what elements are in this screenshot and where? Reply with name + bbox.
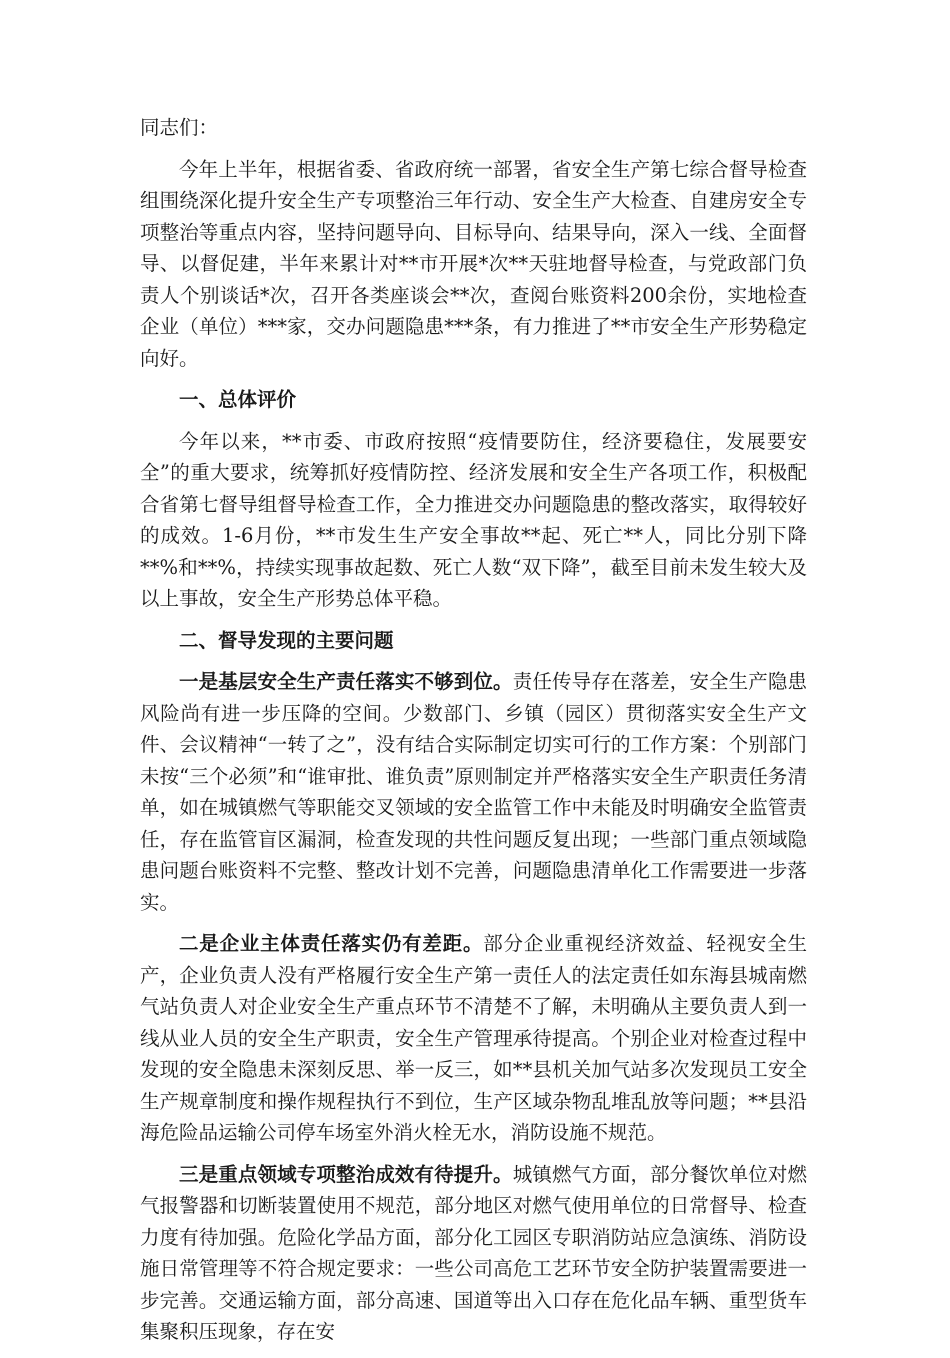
- issue-1-lead: 一是基层安全生产责任落实不够到位。: [179, 670, 513, 693]
- document-body: [140, 112, 807, 1358]
- issue-3-body: 城镇燃气方面，部分餐饮单位对燃气报警器和切断装置使用不规范，部分地区对燃气使用单位的日常督导、检查力度有待加强。危险化学品方面，部分化工园区专职消防站应急演练、消防设施日常管理等不符合规定要求：一些公司高危工艺环节安全防护装置需要进一步完善。交通运输方面，部分高速、国道等出入口存在危化品车辆、重型货车集聚积压现象，存在安: [140, 1162, 807, 1343]
- issue-paragraph-1: [140, 666, 807, 918]
- issue-2-body: 部分企业重视经济效益、轻视安全生产，企业负责人没有严格履行安全生产第一责任人的法定责任如东海县城南燃气站负责人对企业安全生产重点环节不清楚不了解，未明确从主要负责人到一线从业人员的安全生产职责，安全生产管理承待提高。个别企业对检查过程中发现的安全隐患未深刻反思、举一反三，如**县机关加气站多次发现员工安全生产规章制度和操作规程执行不到位，生产区域杂物乱堆乱放等问题；**县沿海危险品运输公司停车场室外消火栓无水，消防设施不规范。: [140, 932, 807, 1144]
- issue-1-body: 责任传导存在落差，安全生产隐患风险尚有进一步压降的空间。少数部门、乡镇（园区）贯彻落实安全生产文件、会议精神“一转了之”，没有结合实际制定切实可行的工作方案：个别部门未按“三个必须”和“谁审批、谁负责”原则制定并严格落实安全生产职责任务清单，如在城镇燃气等职能交叉领域的安全监管工作中未能及时明确安全监管责任，存在监管盲区漏洞，检查发现的共性问题反复出现；一些部门重点领域隐患问题台账资料不完整、整改计划不完善，问题隐患清单化工作需要进一步落实。: [140, 670, 807, 914]
- issue-3-lead: 三是重点领域专项整治成效有待提升。: [179, 1162, 513, 1186]
- section-heading-overall-evaluation: 一、总体评价: [179, 388, 297, 411]
- section-heading-main-problems: 二、督导发现的主要问题: [179, 628, 394, 652]
- issue-paragraph-2: [140, 928, 807, 1149]
- issue-2-lead: 二是企业主体责任落实仍有差距。: [179, 932, 484, 955]
- issue-paragraph-3: [140, 1159, 807, 1348]
- salutation: 同志们：: [140, 116, 219, 139]
- intro-paragraph: 今年上半年，根据省委、省政府统一部署，省安全生产第七综合督导检查组围绕深化提升安全生产专项整治三年行动、安全生产大检查、自建房安全专项整治等重点内容，坚持问题导向、目标导向、结果导向，深入一线、全面督导、以督促建，半年来累计对**市开展*次**天驻地督导检查，与党政部门负责人个别谈话*次，召开各类座谈会**次，查阅台账资料200余份，实地检查企业（单位）***家，交办问题隐患***条，有力推进了**市安全生产形势稳定向好。: [140, 157, 807, 370]
- overall-evaluation-paragraph: 今年以来，**市委、市政府按照“疫情要防住，经济要稳住，发展要安全”的重大要求，统筹抓好疫情防控、经济发展和安全生产各项工作，积极配合省第七督导组督导检查工作，全力推进交办问题隐患的整改落实，取得较好的成效。1-6月份，**市发生生产安全事故**起、死亡**人，同比分别下降**%和**%，持续实现事故起数、死亡人数“双下降”，截至目前未发生较大及以上事故，安全生产形势总体平稳。: [140, 429, 807, 610]
